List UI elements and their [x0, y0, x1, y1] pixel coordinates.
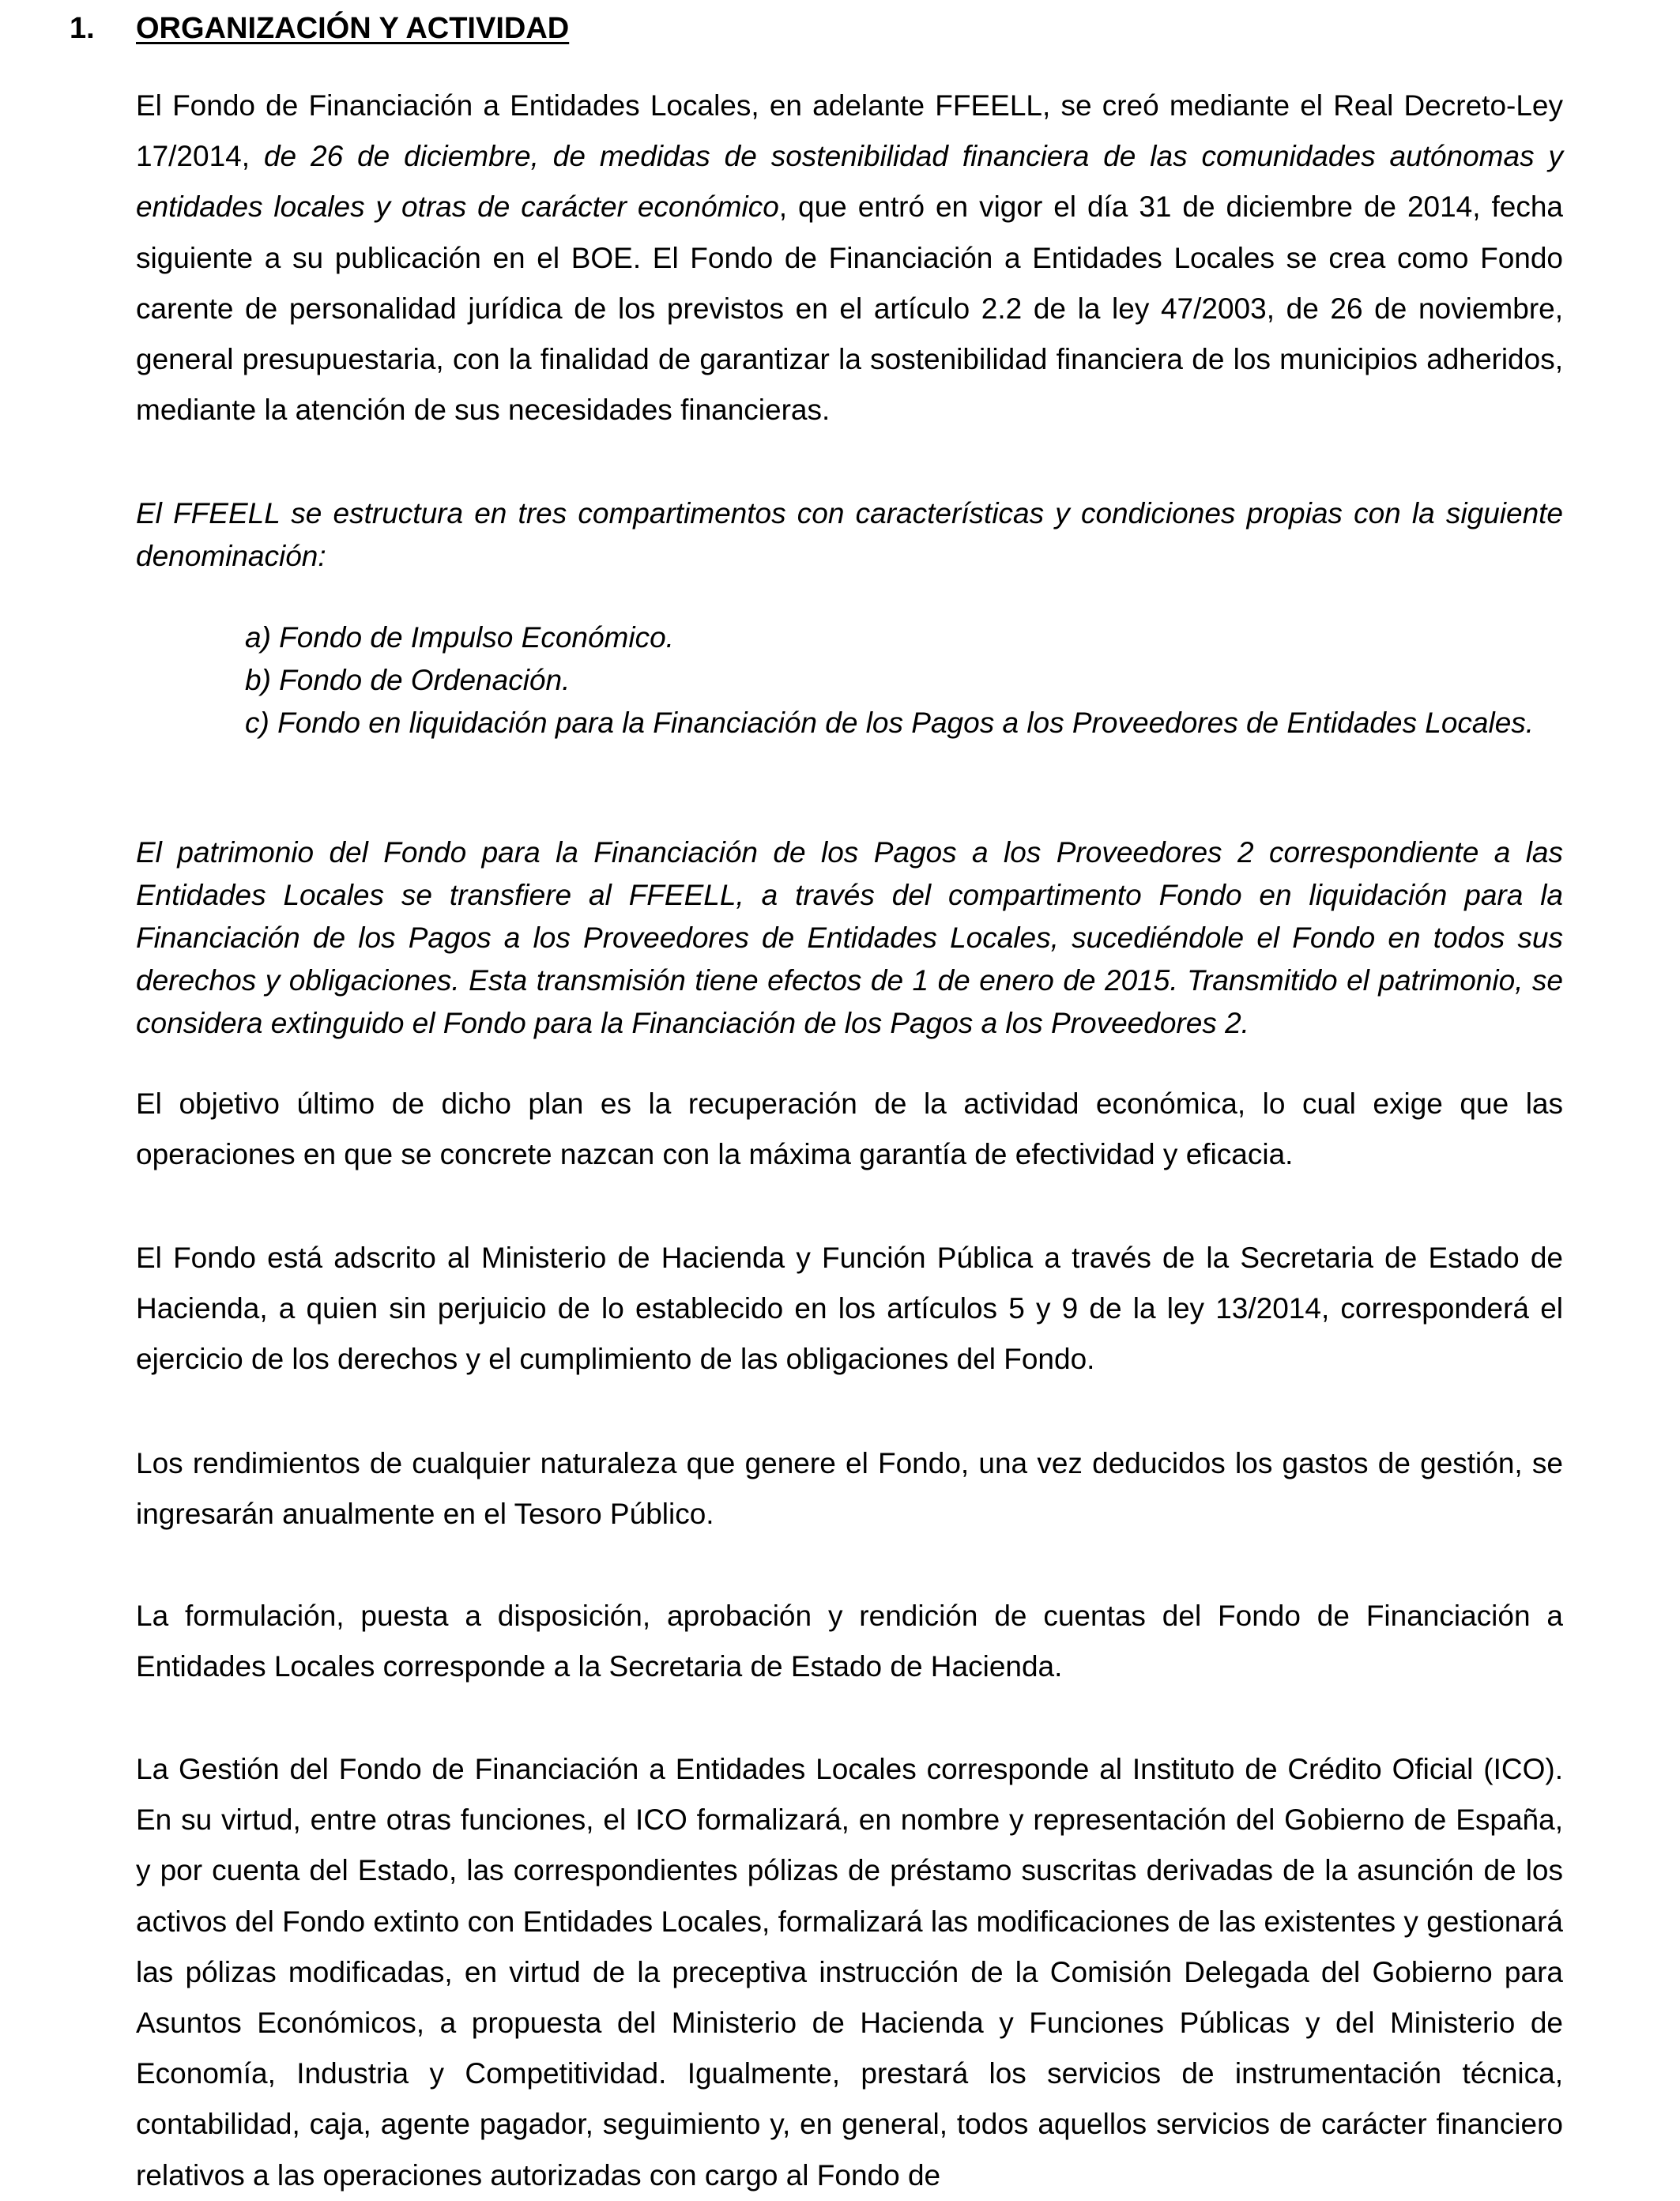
- paragraph-patrimony: El patrimonio del Fondo para la Financiación de los Pagos a los Proveedores 2 correspondiente a las Entidades Locales se transfiere al FFEELL, a través del compartimento Fondo en liquidación para la Financiación de los Pagos a los Proveedores de Entidades Locales, sucediéndole el Fondo en todos sus derechos y obligaciones. Esta transmisión tiene efectos de 1 de enero de 2015. Transmitido el patrimonio, se considera extinguido el Fondo para la Financiación de los Pagos a los Proveedores 2.: [136, 836, 1563, 1039]
- paragraph-structure: El FFEELL se estructura en tres compartimentos con características y condiciones propias con la siguiente denominación:: [136, 497, 1563, 572]
- list-item: c) Fondo en liquidación para la Financiación de los Pagos a los Proveedores de Entidades Locales.: [245, 707, 1535, 739]
- list-item: b) Fondo de Ordenación.: [245, 664, 571, 696]
- section-title: ORGANIZACIÓN Y ACTIVIDAD: [136, 12, 570, 45]
- paragraph-creation-part-a: El Fondo de Financiación a Entidades Locales, en adelante FFEELL, se creó mediante el Real Decreto-Ley 17/2014,: [136, 89, 1563, 173]
- section-number: 1.: [70, 12, 95, 45]
- paragraph-management: La Gestión del Fondo de Financiación a Entidades Locales corresponde al Instituto de Crédito Oficial (ICO). En su virtud, entre otras funciones, el ICO formalizará, en nombre y representación del Gobierno de España, y por cuenta del Estado, las correspondientes pólizas de préstamo suscritas derivadas de la asunción de los activos del Fondo extinto con Entidades Locales, formalizará las modificaciones de las existentes y gestionará las pólizas modificadas, en virtud de la preceptiva instrucción de la Comisión Delegada del Gobierno para Asuntos Económicos, a propuesta del Ministerio de Hacienda y Funciones Públicas y del Ministerio de Economía, Industria y Competitividad. Igualmente, prestará los servicios de instrumentación técnica, contabilidad, caja, agente pagador, seguimiento y, en general, todos aquellos servicios de carácter financiero relativos a las operaciones autorizadas con cargo al Fondo de: [136, 1753, 1563, 2192]
- paragraph-ministry: El Fondo está adscrito al Ministerio de Hacienda y Función Pública a través de la Secretaria de Estado de Hacienda, a quien sin perjuicio de lo establecido en los artículos 5 y 9 de la ley 13/2014, corresponderá el ejercicio de los derechos y el cumplimiento de las obligaciones del Fondo.: [136, 1242, 1563, 1376]
- paragraph-creation: [136, 81, 1563, 435]
- compartments-list: [245, 616, 1563, 744]
- paragraph-objective: El objetivo último de dicho plan es la recuperación de la actividad económica, lo cual exige que las operaciones en que se concrete nazcan con la máxima garantía de efectividad y eficacia.: [136, 1087, 1563, 1171]
- paragraph-creation-law-title: de 26 de diciembre, de medidas de sostenibilidad financiera de las comunidades autónomas y entidades locales y otras de carácter económico: [136, 140, 1563, 224]
- paragraph-returns: Los rendimientos de cualquier naturaleza que genere el Fondo, una vez deducidos los gastos de gestión, se ingresarán anualmente en el Tesoro Público.: [136, 1447, 1563, 1531]
- list-item: a) Fondo de Impulso Económico.: [245, 621, 674, 654]
- paragraph-accounts: La formulación, puesta a disposición, aprobación y rendición de cuentas del Fondo de Financiación a Entidades Locales corresponde a la Secretaria de Estado de Hacienda.: [136, 1600, 1563, 1683]
- paragraph-creation-part-c: , que entró en vigor el día 31 de diciembre de 2014, fecha siguiente a su publicación en el BOE. El Fondo de Financiación a Entidades Locales se crea como Fondo carente de personalidad jurídica de los previstos en el artículo 2.2 de la ley 47/2003, de 26 de noviembre, general presupuestaria, con la finalidad de garantizar la sostenibilidad financiera de los municipios adheridos, mediante la atención de sus necesidades financieras.: [136, 190, 1563, 427]
- section-heading: [70, 8, 569, 49]
